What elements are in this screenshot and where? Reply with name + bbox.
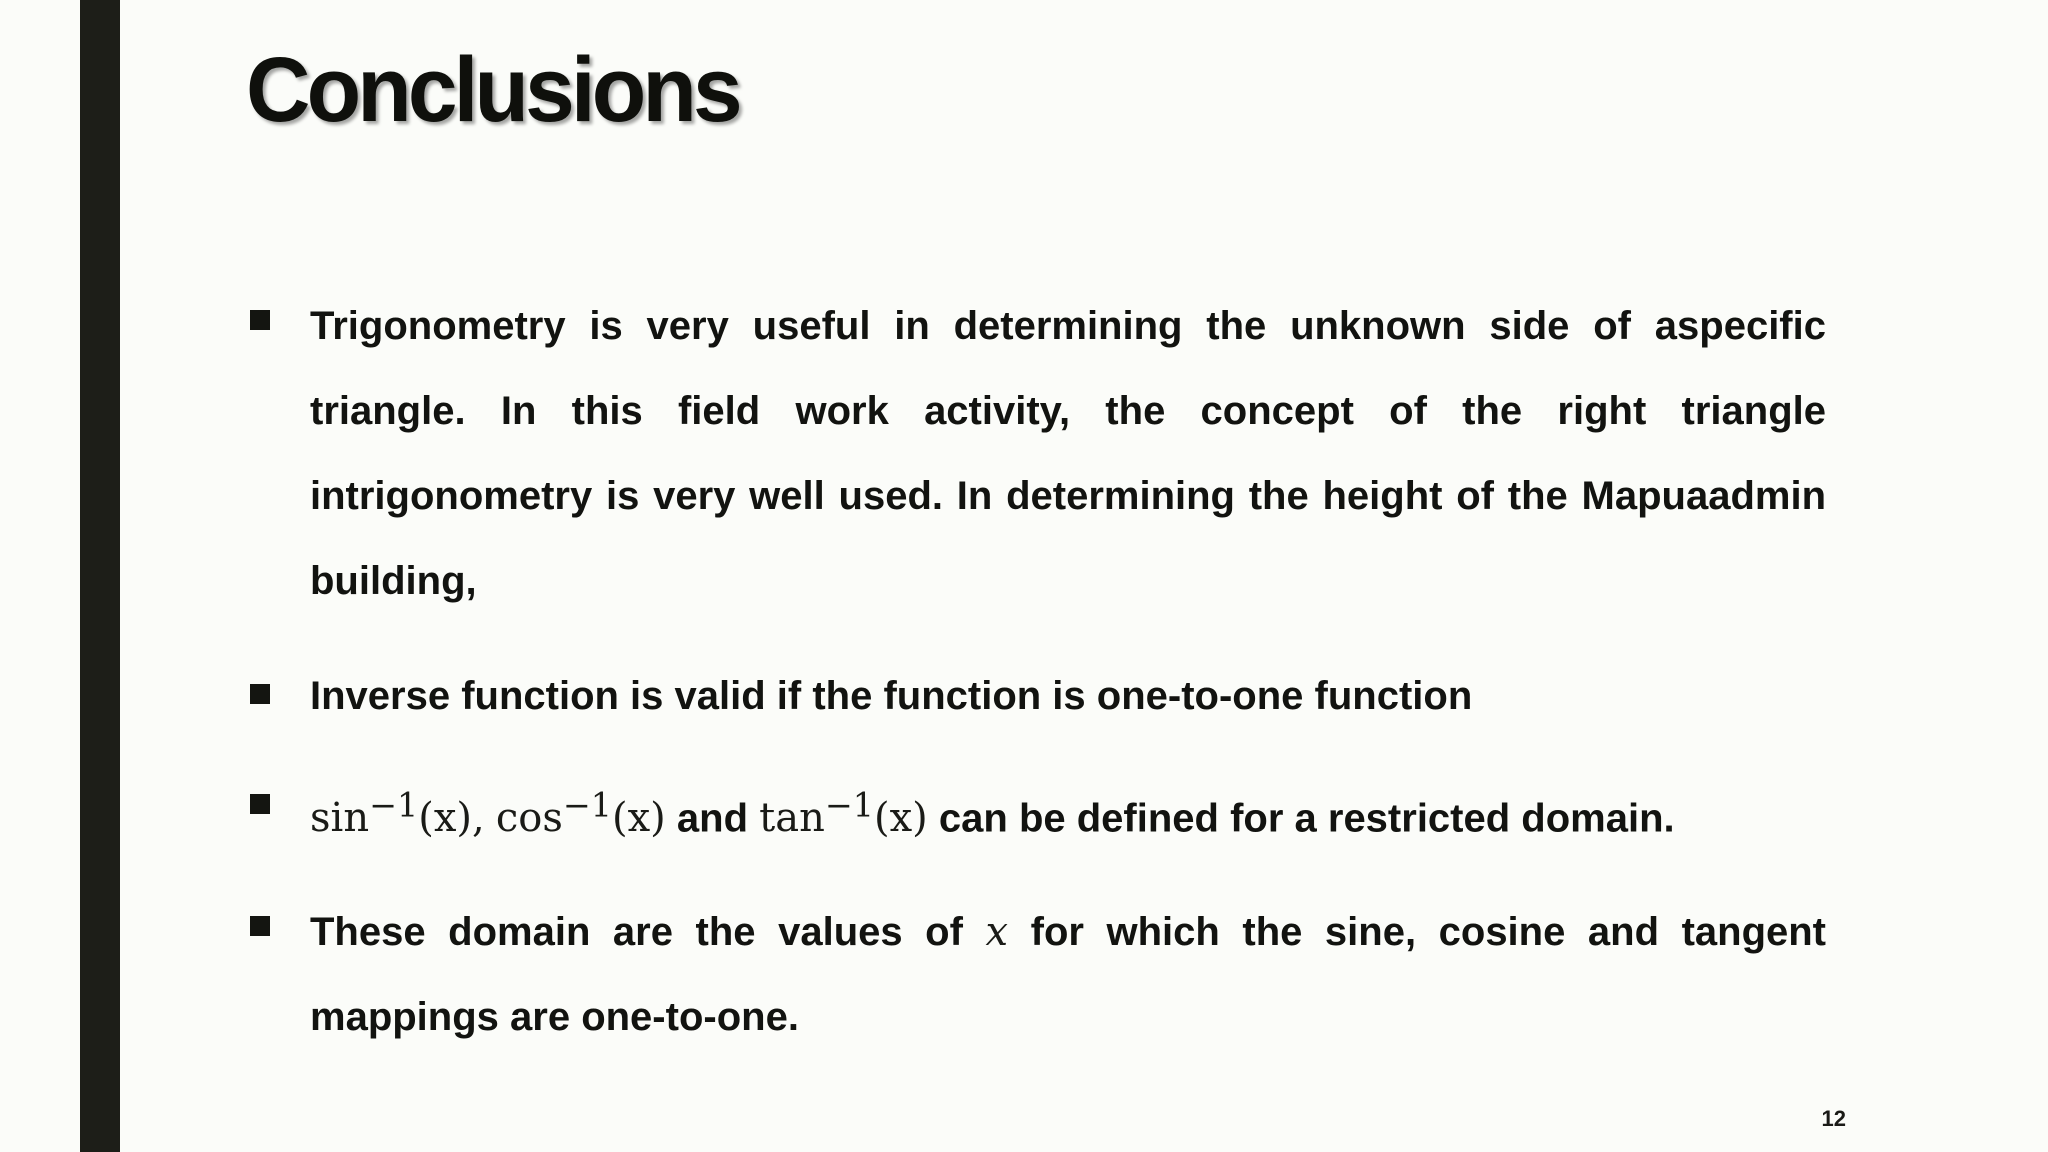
bullet-text-after: for which the sine, cosine and tangent mappings are one-to-one. — [310, 910, 1827, 1040]
bullet-text: Inverse function is valid if the function is one-to-one function — [310, 674, 1473, 718]
square-bullet-icon — [250, 794, 270, 814]
bullet-text — [310, 890, 1826, 1060]
math-comma: , — [472, 795, 485, 842]
bullet-tail-text: can be defined for a restricted domain. — [938, 796, 1675, 841]
bullet-text — [310, 768, 1826, 856]
bullet-text: Trigonometry is very useful in determining the unknown side of aspecific triangle. In this field work activity, the concept of the right triangle intrigonometry is very well used. In determining the height of the Mapuaadmin building, — [310, 304, 1826, 603]
accent-bar — [80, 0, 120, 1152]
math-variable-x — [986, 909, 1009, 955]
math-fn-name: tan — [759, 795, 825, 842]
math-fn-name: cos — [495, 795, 563, 842]
bullet-item-domain — [246, 890, 1826, 1060]
math-arcsin — [310, 786, 473, 842]
math-argument: (x) — [612, 795, 666, 842]
page-number: 12 — [1821, 1106, 1846, 1131]
math-variable: x — [985, 909, 1009, 956]
bullet-item-trigonometry — [246, 284, 1826, 624]
slide-title: Conclusions — [246, 39, 739, 141]
conjunction-text: and — [676, 796, 749, 841]
bullet-list — [246, 284, 1826, 1094]
math-argument: (x) — [874, 795, 928, 842]
math-arctan — [759, 786, 928, 842]
square-bullet-icon — [250, 684, 270, 704]
bullet-item-inverse-function — [246, 658, 1826, 734]
math-exponent: −1 — [562, 786, 613, 825]
math-arccos — [495, 786, 666, 842]
math-fn-name: sin — [310, 795, 370, 842]
math-exponent: −1 — [824, 786, 874, 825]
math-exponent: −1 — [369, 786, 419, 825]
math-argument: (x) — [418, 795, 473, 842]
bullet-text-before: These domain are the values of — [310, 910, 963, 955]
bullet-item-inverse-trig — [246, 768, 1826, 856]
square-bullet-icon — [250, 310, 270, 330]
square-bullet-icon — [250, 916, 270, 936]
